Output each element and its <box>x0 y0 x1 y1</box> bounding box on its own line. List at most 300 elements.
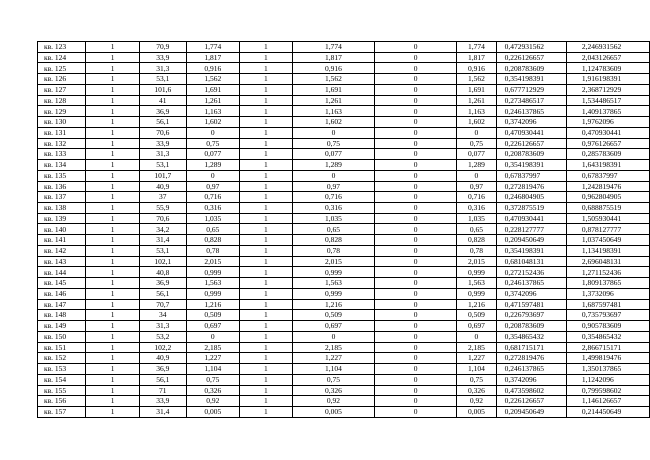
area-cell: 55,9 <box>139 203 186 214</box>
value-cell: 2,185 <box>186 342 239 353</box>
count-cell: 1 <box>86 331 139 342</box>
total-cell: 1,916198391 <box>566 74 649 85</box>
product-cell: 1,691 <box>293 84 375 95</box>
value-cell: 0,999 <box>186 288 239 299</box>
count-cell: 1 <box>86 213 139 224</box>
apartment-cell: кв. 145 <box>38 278 86 289</box>
zero-cell: 0 <box>374 342 456 353</box>
share-cell: 0,246804905 <box>496 192 566 203</box>
area-cell: 56,1 <box>139 288 186 299</box>
apartment-cell: кв. 127 <box>38 84 86 95</box>
count-cell: 1 <box>86 203 139 214</box>
apartment-cell: кв. 144 <box>38 267 86 278</box>
subtotal-cell: 0 <box>457 170 496 181</box>
product-cell: 0,316 <box>293 203 375 214</box>
count-cell: 1 <box>86 63 139 74</box>
product-cell: 1,602 <box>293 117 375 128</box>
count-cell: 1 <box>86 396 139 407</box>
table-row <box>38 267 650 278</box>
value-cell: 0,97 <box>186 181 239 192</box>
area-cell: 31,4 <box>139 235 186 246</box>
count-cell: 1 <box>86 364 139 375</box>
value-cell: 0,92 <box>186 396 239 407</box>
factor-cell: 1 <box>239 385 292 396</box>
table-row <box>38 385 650 396</box>
product-cell: 2,185 <box>293 342 375 353</box>
product-cell: 0,75 <box>293 374 375 385</box>
factor-cell: 1 <box>239 170 292 181</box>
zero-cell: 0 <box>374 117 456 128</box>
area-cell: 53,1 <box>139 160 186 171</box>
table-row <box>38 192 650 203</box>
count-cell: 1 <box>86 353 139 364</box>
total-cell: 1,3732096 <box>566 288 649 299</box>
zero-cell: 0 <box>374 74 456 85</box>
table-row <box>38 396 650 407</box>
total-cell: 2,866715171 <box>566 342 649 353</box>
subtotal-cell: 0,077 <box>457 149 496 160</box>
total-cell: 0,799598602 <box>566 385 649 396</box>
subtotal-cell: 1,602 <box>457 117 496 128</box>
apartment-cell: кв. 155 <box>38 385 86 396</box>
total-cell: 0,67837997 <box>566 170 649 181</box>
value-cell: 1,035 <box>186 213 239 224</box>
share-cell: 0,226126657 <box>496 52 566 63</box>
share-cell: 0,272819476 <box>496 353 566 364</box>
value-cell: 1,104 <box>186 364 239 375</box>
factor-cell: 1 <box>239 353 292 364</box>
product-cell: 0 <box>293 331 375 342</box>
area-cell: 70,7 <box>139 299 186 310</box>
table-row <box>38 149 650 160</box>
count-cell: 1 <box>86 224 139 235</box>
apartment-cell: кв. 154 <box>38 374 86 385</box>
total-cell: 1,505930441 <box>566 213 649 224</box>
factor-cell: 1 <box>239 342 292 353</box>
value-cell: 1,562 <box>186 74 239 85</box>
table-row <box>38 374 650 385</box>
zero-cell: 0 <box>374 138 456 149</box>
value-cell: 0,999 <box>186 267 239 278</box>
share-cell: 0,246137865 <box>496 278 566 289</box>
area-cell: 53,2 <box>139 331 186 342</box>
area-cell: 53,1 <box>139 245 186 256</box>
table-row <box>38 406 650 417</box>
share-cell: 0,470930441 <box>496 127 566 138</box>
table-row <box>38 203 650 214</box>
apartment-cell: кв. 143 <box>38 256 86 267</box>
value-cell: 1,691 <box>186 84 239 95</box>
total-cell: 1,350137865 <box>566 364 649 375</box>
count-cell: 1 <box>86 95 139 106</box>
factor-cell: 1 <box>239 310 292 321</box>
zero-cell: 0 <box>374 224 456 235</box>
count-cell: 1 <box>86 117 139 128</box>
factor-cell: 1 <box>239 181 292 192</box>
area-cell: 70,6 <box>139 127 186 138</box>
count-cell: 1 <box>86 385 139 396</box>
apartment-cell: кв. 132 <box>38 138 86 149</box>
zero-cell: 0 <box>374 127 456 138</box>
product-cell: 1,562 <box>293 74 375 85</box>
area-cell: 31,3 <box>139 321 186 332</box>
factor-cell: 1 <box>239 224 292 235</box>
zero-cell: 0 <box>374 170 456 181</box>
subtotal-cell: 0,75 <box>457 138 496 149</box>
factor-cell: 1 <box>239 203 292 214</box>
table-row <box>38 342 650 353</box>
table-row <box>38 245 650 256</box>
subtotal-cell: 2,015 <box>457 256 496 267</box>
value-cell: 1,227 <box>186 353 239 364</box>
subtotal-cell: 0,999 <box>457 288 496 299</box>
factor-cell: 1 <box>239 106 292 117</box>
area-cell: 40,9 <box>139 353 186 364</box>
total-cell: 1,037450649 <box>566 235 649 246</box>
area-cell: 34,2 <box>139 224 186 235</box>
factor-cell: 1 <box>239 213 292 224</box>
product-cell: 1,104 <box>293 364 375 375</box>
apartment-table <box>37 41 650 418</box>
zero-cell: 0 <box>374 331 456 342</box>
product-cell: 0,65 <box>293 224 375 235</box>
value-cell: 0 <box>186 170 239 181</box>
area-cell: 36,9 <box>139 106 186 117</box>
share-cell: 0,226126657 <box>496 138 566 149</box>
share-cell: 0,228127777 <box>496 224 566 235</box>
factor-cell: 1 <box>239 245 292 256</box>
area-cell: 70,6 <box>139 213 186 224</box>
apartment-cell: кв. 130 <box>38 117 86 128</box>
area-cell: 101,6 <box>139 84 186 95</box>
count-cell: 1 <box>86 278 139 289</box>
table-row <box>38 138 650 149</box>
share-cell: 0,681048131 <box>496 256 566 267</box>
count-cell: 1 <box>86 84 139 95</box>
factor-cell: 1 <box>239 138 292 149</box>
value-cell: 0,077 <box>186 149 239 160</box>
value-cell: 0,75 <box>186 374 239 385</box>
table-row <box>38 278 650 289</box>
zero-cell: 0 <box>374 310 456 321</box>
area-cell: 102,2 <box>139 342 186 353</box>
product-cell: 1,817 <box>293 52 375 63</box>
product-cell: 0,97 <box>293 181 375 192</box>
apartment-cell: кв. 149 <box>38 321 86 332</box>
product-cell: 0,999 <box>293 288 375 299</box>
product-cell: 0,509 <box>293 310 375 321</box>
area-cell: 71 <box>139 385 186 396</box>
factor-cell: 1 <box>239 74 292 85</box>
apartment-cell: кв. 126 <box>38 74 86 85</box>
table-row <box>38 353 650 364</box>
factor-cell: 1 <box>239 321 292 332</box>
count-cell: 1 <box>86 321 139 332</box>
table-row <box>38 95 650 106</box>
area-cell: 33,9 <box>139 138 186 149</box>
subtotal-cell: 1,261 <box>457 95 496 106</box>
zero-cell: 0 <box>374 406 456 417</box>
area-cell: 34 <box>139 310 186 321</box>
zero-cell: 0 <box>374 52 456 63</box>
subtotal-cell: 0,326 <box>457 385 496 396</box>
subtotal-cell: 1,227 <box>457 353 496 364</box>
table-row <box>38 63 650 74</box>
apartment-cell: кв. 156 <box>38 396 86 407</box>
product-cell: 1,035 <box>293 213 375 224</box>
product-cell: 1,289 <box>293 160 375 171</box>
count-cell: 1 <box>86 52 139 63</box>
value-cell: 0,65 <box>186 224 239 235</box>
factor-cell: 1 <box>239 374 292 385</box>
share-cell: 0,246137865 <box>496 364 566 375</box>
factor-cell: 1 <box>239 192 292 203</box>
subtotal-cell: 0,005 <box>457 406 496 417</box>
share-cell: 0,3742096 <box>496 374 566 385</box>
apartment-cell: кв. 141 <box>38 235 86 246</box>
value-cell: 0,005 <box>186 406 239 417</box>
subtotal-cell: 1,774 <box>457 42 496 53</box>
subtotal-cell: 1,216 <box>457 299 496 310</box>
total-cell: 0,354865432 <box>566 331 649 342</box>
total-cell: 1,643198391 <box>566 160 649 171</box>
value-cell: 1,163 <box>186 106 239 117</box>
zero-cell: 0 <box>374 385 456 396</box>
data-sheet <box>37 41 650 418</box>
zero-cell: 0 <box>374 364 456 375</box>
area-cell: 53,1 <box>139 74 186 85</box>
count-cell: 1 <box>86 127 139 138</box>
share-cell: 0,272152436 <box>496 267 566 278</box>
product-cell: 0,716 <box>293 192 375 203</box>
apartment-cell: кв. 153 <box>38 364 86 375</box>
zero-cell: 0 <box>374 84 456 95</box>
value-cell: 0,78 <box>186 245 239 256</box>
share-cell: 0,372875519 <box>496 203 566 214</box>
value-cell: 0,326 <box>186 385 239 396</box>
share-cell: 0,354198391 <box>496 74 566 85</box>
product-cell: 0,78 <box>293 245 375 256</box>
apartment-cell: кв. 136 <box>38 181 86 192</box>
subtotal-cell: 1,289 <box>457 160 496 171</box>
subtotal-cell: 1,104 <box>457 364 496 375</box>
total-cell: 0,962804905 <box>566 192 649 203</box>
subtotal-cell: 0,78 <box>457 245 496 256</box>
apartment-cell: кв. 123 <box>38 42 86 53</box>
factor-cell: 1 <box>239 278 292 289</box>
table-row <box>38 52 650 63</box>
table-row <box>38 181 650 192</box>
area-cell: 40,9 <box>139 181 186 192</box>
subtotal-cell: 1,163 <box>457 106 496 117</box>
zero-cell: 0 <box>374 321 456 332</box>
share-cell: 0,3742096 <box>496 117 566 128</box>
area-cell: 37 <box>139 192 186 203</box>
product-cell: 1,216 <box>293 299 375 310</box>
count-cell: 1 <box>86 256 139 267</box>
zero-cell: 0 <box>374 396 456 407</box>
factor-cell: 1 <box>239 299 292 310</box>
apartment-cell: кв. 139 <box>38 213 86 224</box>
subtotal-cell: 1,562 <box>457 74 496 85</box>
total-cell: 1,124783609 <box>566 63 649 74</box>
zero-cell: 0 <box>374 42 456 53</box>
area-cell: 40,8 <box>139 267 186 278</box>
table-row <box>38 331 650 342</box>
subtotal-cell: 0,97 <box>457 181 496 192</box>
table-row <box>38 74 650 85</box>
count-cell: 1 <box>86 245 139 256</box>
apartment-cell: кв. 131 <box>38 127 86 138</box>
total-cell: 1,242819476 <box>566 181 649 192</box>
total-cell: 2,696048131 <box>566 256 649 267</box>
factor-cell: 1 <box>239 396 292 407</box>
zero-cell: 0 <box>374 235 456 246</box>
factor-cell: 1 <box>239 127 292 138</box>
value-cell: 1,261 <box>186 95 239 106</box>
apartment-cell: кв. 148 <box>38 310 86 321</box>
table-row <box>38 42 650 53</box>
table-row <box>38 310 650 321</box>
total-cell: 1,409137865 <box>566 106 649 117</box>
table-row <box>38 106 650 117</box>
factor-cell: 1 <box>239 63 292 74</box>
count-cell: 1 <box>86 170 139 181</box>
value-cell: 0,697 <box>186 321 239 332</box>
table-row <box>38 160 650 171</box>
value-cell: 0,916 <box>186 63 239 74</box>
zero-cell: 0 <box>374 256 456 267</box>
apartment-cell: кв. 140 <box>38 224 86 235</box>
value-cell: 0,509 <box>186 310 239 321</box>
count-cell: 1 <box>86 310 139 321</box>
subtotal-cell: 0 <box>457 127 496 138</box>
share-cell: 0,226793697 <box>496 310 566 321</box>
factor-cell: 1 <box>239 406 292 417</box>
total-cell: 1,146126657 <box>566 396 649 407</box>
share-cell: 0,677712929 <box>496 84 566 95</box>
area-cell: 41 <box>139 95 186 106</box>
share-cell: 0,208783609 <box>496 149 566 160</box>
area-cell: 101,7 <box>139 170 186 181</box>
subtotal-cell: 0,716 <box>457 192 496 203</box>
value-cell: 1,216 <box>186 299 239 310</box>
product-cell: 0,326 <box>293 385 375 396</box>
count-cell: 1 <box>86 192 139 203</box>
value-cell: 0 <box>186 127 239 138</box>
share-cell: 0,472931562 <box>496 42 566 53</box>
area-cell: 102,1 <box>139 256 186 267</box>
table-row <box>38 364 650 375</box>
area-cell: 31,3 <box>139 63 186 74</box>
area-cell: 56,1 <box>139 374 186 385</box>
product-cell: 1,774 <box>293 42 375 53</box>
zero-cell: 0 <box>374 63 456 74</box>
table-row <box>38 127 650 138</box>
total-cell: 2,246931562 <box>566 42 649 53</box>
area-cell: 31,4 <box>139 406 186 417</box>
apartment-cell: кв. 142 <box>38 245 86 256</box>
value-cell: 2,015 <box>186 256 239 267</box>
apartment-cell: кв. 137 <box>38 192 86 203</box>
total-cell: 0,688875519 <box>566 203 649 214</box>
share-cell: 0,209450649 <box>496 406 566 417</box>
total-cell: 1,134198391 <box>566 245 649 256</box>
count-cell: 1 <box>86 342 139 353</box>
subtotal-cell: 0,316 <box>457 203 496 214</box>
share-cell: 0,209450649 <box>496 235 566 246</box>
factor-cell: 1 <box>239 52 292 63</box>
product-cell: 0,077 <box>293 149 375 160</box>
total-cell: 1,687597481 <box>566 299 649 310</box>
count-cell: 1 <box>86 106 139 117</box>
product-cell: 0,828 <box>293 235 375 246</box>
factor-cell: 1 <box>239 288 292 299</box>
value-cell: 0,75 <box>186 138 239 149</box>
subtotal-cell: 1,563 <box>457 278 496 289</box>
table-row <box>38 170 650 181</box>
count-cell: 1 <box>86 406 139 417</box>
zero-cell: 0 <box>374 181 456 192</box>
zero-cell: 0 <box>374 106 456 117</box>
apartment-cell: кв. 150 <box>38 331 86 342</box>
zero-cell: 0 <box>374 278 456 289</box>
zero-cell: 0 <box>374 95 456 106</box>
apartment-cell: кв. 146 <box>38 288 86 299</box>
total-cell: 0,735793697 <box>566 310 649 321</box>
zero-cell: 0 <box>374 192 456 203</box>
area-cell: 36,9 <box>139 278 186 289</box>
count-cell: 1 <box>86 74 139 85</box>
zero-cell: 0 <box>374 213 456 224</box>
table-row <box>38 321 650 332</box>
zero-cell: 0 <box>374 267 456 278</box>
factor-cell: 1 <box>239 267 292 278</box>
factor-cell: 1 <box>239 95 292 106</box>
apartment-cell: кв. 125 <box>38 63 86 74</box>
subtotal-cell: 2,185 <box>457 342 496 353</box>
apartment-cell: кв. 152 <box>38 353 86 364</box>
value-cell: 1,817 <box>186 52 239 63</box>
table-row <box>38 256 650 267</box>
count-cell: 1 <box>86 160 139 171</box>
zero-cell: 0 <box>374 288 456 299</box>
area-cell: 70,9 <box>139 42 186 53</box>
total-cell: 0,905783609 <box>566 321 649 332</box>
share-cell: 0,226126657 <box>496 396 566 407</box>
total-cell: 1,809137865 <box>566 278 649 289</box>
value-cell: 1,774 <box>186 42 239 53</box>
zero-cell: 0 <box>374 160 456 171</box>
count-cell: 1 <box>86 374 139 385</box>
value-cell: 1,602 <box>186 117 239 128</box>
total-cell: 0,976126657 <box>566 138 649 149</box>
apartment-cell: кв. 133 <box>38 149 86 160</box>
subtotal-cell: 0,75 <box>457 374 496 385</box>
share-cell: 0,471597481 <box>496 299 566 310</box>
factor-cell: 1 <box>239 84 292 95</box>
value-cell: 0,716 <box>186 192 239 203</box>
apartment-cell: кв. 138 <box>38 203 86 214</box>
apartment-cell: кв. 134 <box>38 160 86 171</box>
table-row <box>38 299 650 310</box>
share-cell: 0,208783609 <box>496 321 566 332</box>
subtotal-cell: 0,509 <box>457 310 496 321</box>
factor-cell: 1 <box>239 160 292 171</box>
share-cell: 0,473598602 <box>496 385 566 396</box>
table-row <box>38 213 650 224</box>
total-cell: 1,499819476 <box>566 353 649 364</box>
